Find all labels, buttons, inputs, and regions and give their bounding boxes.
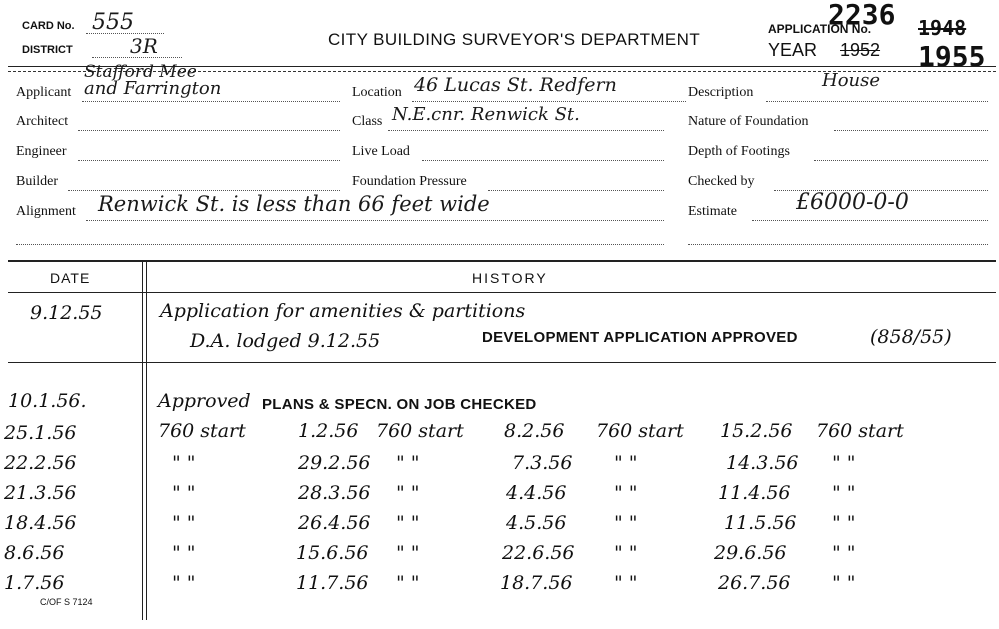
approval-reference: (858/55) [870, 326, 952, 348]
history-date: 10.1.56. [8, 390, 87, 412]
form-code: C/OF S 7124 [40, 597, 93, 607]
builder-label: Builder [16, 174, 58, 189]
alignment-line [86, 220, 664, 221]
application-no-value: 2236 [828, 0, 896, 31]
district-value: 3R [130, 34, 158, 58]
history-date: 25.1.56 [4, 422, 77, 444]
inspection-cell: " " [172, 482, 196, 504]
estimate-line [752, 220, 988, 221]
inspection-cell: " " [832, 512, 856, 534]
class-line [388, 130, 664, 131]
application-no-label: APPLICATION No. [768, 22, 872, 36]
inspection-cell: " " [396, 452, 420, 474]
architect-label: Architect [16, 114, 69, 129]
inspection-date: 7.3.56 [512, 452, 573, 474]
inspection-date: 18.7.56 [500, 572, 573, 594]
inspection-date: 11.7.56 [296, 572, 369, 594]
inspection-cell: " " [172, 452, 196, 474]
applicant-value-line1: Stafford Mee [84, 62, 197, 82]
inspection-cell: " " [832, 482, 856, 504]
engineer-label: Engineer [16, 144, 67, 159]
inspection-date: 11.4.56 [718, 482, 791, 504]
date-column-divider-2 [146, 260, 147, 620]
location-label: Location [352, 85, 402, 100]
history-text: Approved [158, 390, 251, 412]
builder-line [68, 190, 340, 191]
inspection-cell: " " [832, 452, 856, 474]
date-column-header: DATE [50, 270, 91, 286]
history-date: 18.4.56 [4, 512, 77, 534]
inspection-cell: " " [614, 482, 638, 504]
inspection-cell: " " [832, 572, 856, 594]
inspection-cell: " " [172, 512, 196, 534]
blank-line-right [688, 244, 988, 245]
district-underline [92, 57, 182, 58]
inspection-cell: 760 start [596, 420, 684, 442]
year-printed-struck-1: 1948 [918, 16, 967, 40]
inspection-date: 4.4.56 [506, 482, 567, 504]
history-column-header: HISTORY [472, 270, 548, 286]
live-load-label: Live Load [352, 144, 410, 159]
description-value: House [822, 70, 881, 91]
inspection-date: 1.2.56 [298, 420, 359, 442]
architect-line [78, 130, 340, 131]
inspection-date: 15.6.56 [296, 542, 369, 564]
inspection-cell: " " [396, 572, 420, 594]
inspection-cell: " " [614, 542, 638, 564]
inspection-cell: 760 start [816, 420, 904, 442]
inspection-cell: " " [396, 542, 420, 564]
estimate-value: £6000-0-0 [796, 190, 909, 215]
history-text: Application for amenities & partitions [160, 300, 526, 322]
inspection-date: 28.3.56 [298, 482, 371, 504]
inspection-cell: " " [614, 512, 638, 534]
inspection-cell: 760 start [158, 420, 246, 442]
inspection-date: 4.5.56 [506, 512, 567, 534]
year-label: YEAR [768, 40, 818, 60]
inspection-cell: " " [614, 572, 638, 594]
date-column-divider [142, 260, 143, 620]
inspection-date: 15.2.56 [720, 420, 793, 442]
alignment-value: Renwick St. is less than 66 feet wide [98, 192, 490, 216]
inspection-date: 26.4.56 [298, 512, 371, 534]
inspection-date: 29.6.56 [714, 542, 787, 564]
inspection-cell: 760 start [376, 420, 464, 442]
blank-line-left [16, 244, 664, 245]
foundation-pressure-line [488, 190, 664, 191]
history-date: 1.7.56 [4, 572, 65, 594]
location-value: 46 Lucas St. Redfern [414, 74, 617, 96]
live-load-line [422, 160, 664, 161]
inspection-date: 8.2.56 [504, 420, 565, 442]
estimate-label: Estimate [688, 204, 737, 219]
description-line [766, 101, 988, 102]
inspection-cell: " " [396, 482, 420, 504]
inspection-date: 14.3.56 [726, 452, 799, 474]
location-line [412, 101, 686, 102]
description-label: Description [688, 85, 754, 100]
checked-by-label: Checked by [688, 174, 755, 189]
district-label: DISTRICT [22, 44, 73, 56]
inspection-date: 22.6.56 [502, 542, 575, 564]
card-no-value: 555 [92, 10, 134, 35]
history-date: 8.6.56 [4, 542, 65, 564]
card-no-label: CARD No. [22, 20, 75, 32]
inspection-date: 26.7.56 [718, 572, 791, 594]
applicant-label: Applicant [16, 85, 72, 100]
nature-of-foundation-label: Nature of Foundation [688, 114, 809, 129]
applicant-line [82, 101, 340, 102]
development-approved-stamp: DEVELOPMENT APPLICATION APPROVED [482, 329, 798, 346]
history-rule-header [8, 292, 996, 293]
class-label: Class [352, 114, 383, 129]
history-row-separator [8, 362, 996, 363]
foundation-pressure-label: Foundation Pressure [352, 174, 467, 189]
inspection-cell: " " [614, 452, 638, 474]
applicant-value-line2: and Farrington [84, 78, 222, 99]
inspection-cell: " " [396, 512, 420, 534]
history-text: D.A. lodged 9.12.55 [190, 330, 381, 352]
inspection-cell: " " [832, 542, 856, 564]
year-stamped: 1955 [918, 40, 986, 73]
inspection-date: 11.5.56 [724, 512, 797, 534]
history-date: 9.12.55 [30, 302, 103, 324]
history-date: 22.2.56 [4, 452, 77, 474]
history-date: 21.3.56 [4, 482, 77, 504]
history-rule-top [8, 260, 996, 262]
nature-foundation-line [834, 130, 988, 131]
inspection-date: 29.2.56 [298, 452, 371, 474]
class-value: N.E.cnr. Renwick St. [392, 104, 580, 125]
department-title: CITY BUILDING SURVEYOR'S DEPARTMENT [328, 30, 701, 49]
year-printed-struck-2: 1952 [840, 40, 881, 60]
inspection-cell: " " [172, 542, 196, 564]
alignment-label: Alignment [16, 204, 76, 219]
depth-of-footings-label: Depth of Footings [688, 144, 790, 159]
depth-footings-line [814, 160, 988, 161]
engineer-line [78, 160, 340, 161]
plans-checked-stamp: PLANS & SPECN. ON JOB CHECKED [262, 396, 537, 413]
inspection-cell: " " [172, 572, 196, 594]
